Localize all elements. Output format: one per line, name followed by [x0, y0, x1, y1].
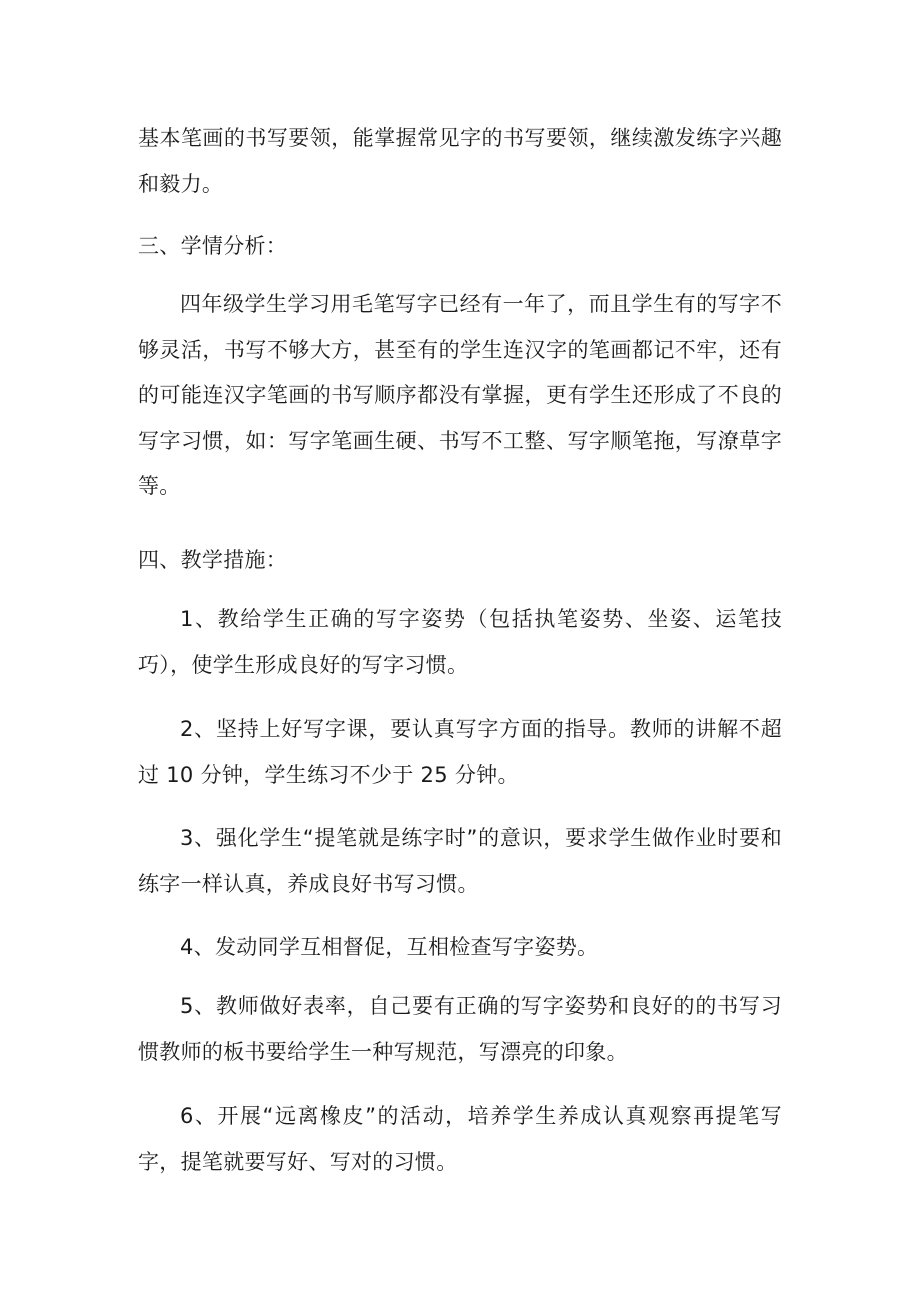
section-heading-teaching-measures: 四、教学措施： [138, 548, 288, 572]
measure-item-6: 6、开展“远离橡皮”的活动，培养学生养成认真观察再提笔写字，提笔就要写好、写对的习惯。 [138, 1104, 782, 1174]
measure-item-5: 5、教师做好表率，自己要有正确的写字姿势和良好的的书写习惯教师的板书要给学生一种写规范，写漂亮的印象。 [138, 994, 782, 1064]
section-heading-learning-analysis: 三、学情分析： [138, 234, 288, 258]
measure-item-4: 4、发动同学互相督促，互相检查写字姿势。 [180, 935, 599, 959]
measure-item-1: 1、教给学生正确的写字姿势（包括执笔姿势、坐姿、运笔技巧），使学生形成良好的写字习惯。 [138, 607, 782, 677]
measure-item-2: 2、坚持上好写字课，要认真写字方面的指导。教师的讲解不超过 10 分钟，学生练习不少于 25 分钟。 [138, 717, 782, 787]
measure-item-3: 3、强化学生“提笔就是练字时”的意识，要求学生做作业时要和练字一样认真，养成良好书写习惯。 [138, 826, 782, 896]
paragraph-goal-continuation: 基本笔画的书写要领，能掌握常见字的书写要领，继续激发练字兴趣和毅力。 [138, 126, 782, 196]
paragraph-learning-analysis: 四年级学生学习用毛笔写字已经有一年了，而且学生有的写字不够灵活，书写不够大方，甚至有的学生连汉字的笔画都记不牢，还有的可能连汉字笔画的书写顺序都没有掌握，更有学生还形成了不良的写字习惯，如：写字笔画生硬、书写不工整、写字顺笔拖，写潦草字等。 [138, 292, 782, 498]
